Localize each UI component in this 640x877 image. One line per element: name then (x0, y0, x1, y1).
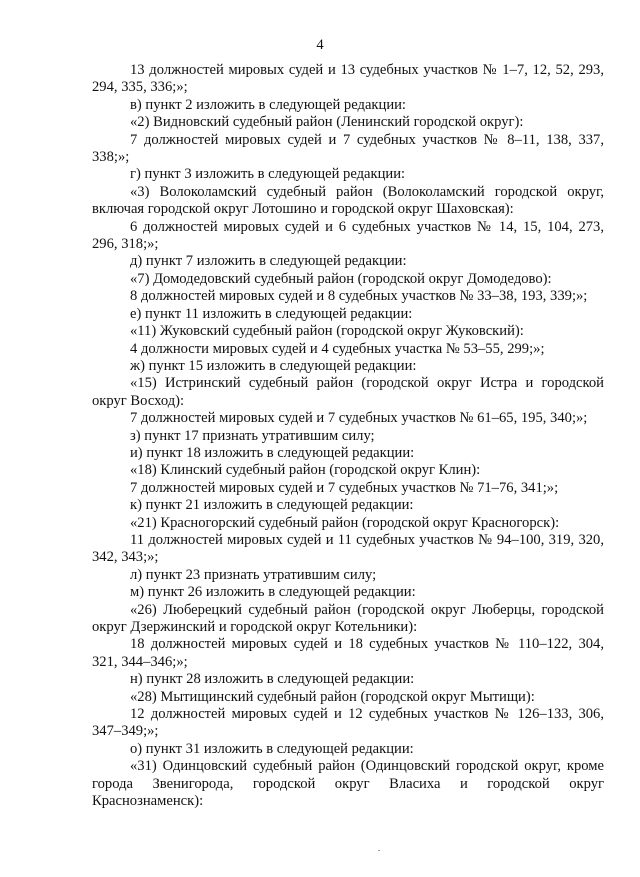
paragraph-32: «31) Одинцовский судебный район (Одинцовский городской округ, кроме города Звенигорода, городской округ Власиха и городской округ Краснознаменск): (92, 758, 604, 810)
paragraph-26: «26) Люберецкий судебный район (городской округ Люберцы, городской округ Дзержинский и городской округ Котельники): (92, 601, 604, 635)
paragraph-30: 12 должностей мировых судей и 12 судебных участков № 126–133, 306, 347–349;»; (92, 706, 604, 740)
document-body (92, 62, 604, 810)
paragraph-1: 13 должностей мировых судей и 13 судебных участков № 1–7, 12, 52, 293, 294, 335, 336;»; (92, 62, 604, 96)
paragraph-3: «2) Видновский судебный район (Ленинский городской округ): (130, 114, 524, 131)
paragraph-6: «3) Волоколамский судебный район (Волоколамский городской округ, включая городской округ Лотошино и городской округ Шаховская): (92, 183, 604, 218)
paragraph-17: з) пункт 17 признать утратившим силу; (130, 427, 375, 444)
paragraph-24: л) пункт 23 признать утратившим силу; (130, 566, 377, 583)
paragraph-29: «28) Мытищинский судебный район (городской округ Мытищи): (130, 688, 535, 705)
paragraph-28: н) пункт 28 изложить в следующей редакции: (130, 671, 415, 688)
paragraph-18: и) пункт 18 изложить в следующей редакции: (130, 444, 415, 461)
paragraph-19: «18) Клинский судебный район (городской округ Клин): (130, 462, 481, 479)
paragraph-10: 8 должностей мировых судей и 8 судебных участков № 33–38, 193, 339;»; (130, 288, 588, 305)
paragraph-7: 6 должностей мировых судей и 6 судебных участков № 14, 15, 104, 273, 296, 318;»; (92, 218, 604, 253)
paragraph-4: 7 должностей мировых судей и 7 судебных участков № 8–11, 138, 337, 338;»; (92, 131, 604, 166)
paragraph-27: 18 должностей мировых судей и 18 судебных участков № 110–122, 304, 321, 344–346;»; (92, 636, 604, 670)
scan-speck (378, 850, 380, 851)
paragraph-11: е) пункт 11 изложить в следующей редакции: (130, 305, 413, 322)
paragraph-8: д) пункт 7 изложить в следующей редакции: (130, 253, 407, 270)
paragraph-23: 11 должностей мировых судей и 11 судебных участков № 94–100, 319, 320, 342, 343;»; (92, 531, 604, 566)
paragraph-2: в) пункт 2 изложить в следующей редакции: (130, 96, 406, 113)
paragraph-20: 7 должностей мировых судей и 7 судебных участков № 71–76, 341;»; (130, 479, 559, 496)
paragraph-25: м) пункт 26 изложить в следующей редакции: (130, 584, 416, 601)
paragraph-15: «15) Истринский судебный район (городской округ Истра и городской округ Восход): (92, 375, 604, 409)
paragraph-14: ж) пункт 15 изложить в следующей редакции: (130, 357, 417, 374)
paragraph-21: к) пункт 21 изложить в следующей редакции: (130, 497, 414, 514)
paragraph-12: «11) Жуковский судебный район (городской округ Жуковский): (130, 323, 524, 340)
paragraph-5: г) пункт 3 изложить в следующей редакции: (130, 166, 406, 183)
paragraph-13: 4 должности мировых судей и 4 судебных участка № 53–55, 299;»; (130, 340, 545, 357)
paragraph-9: «7) Домодедовский судебный район (городской округ Домодедово): (130, 270, 552, 287)
page-number: 4 (316, 37, 324, 53)
paragraph-16: 7 должностей мировых судей и 7 судебных участков № 61–65, 195, 340;»; (130, 410, 588, 427)
paragraph-31: о) пункт 31 изложить в следующей редакции: (130, 740, 414, 757)
paragraph-22: «21) Красногорский судебный район (городской округ Красногорск): (130, 514, 560, 531)
